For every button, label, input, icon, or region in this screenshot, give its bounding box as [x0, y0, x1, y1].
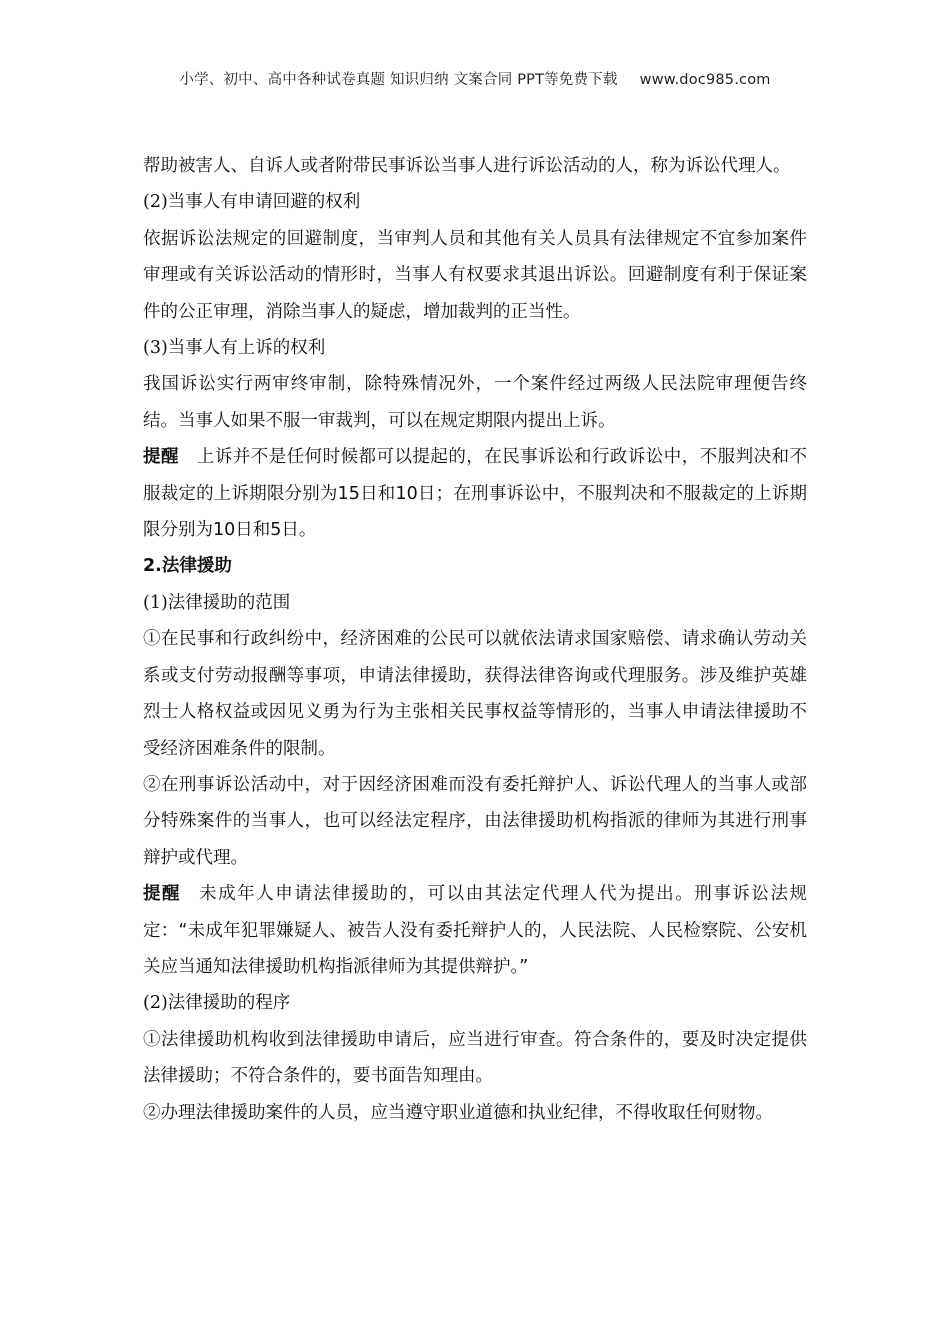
paragraph-review: ①法律援助机构收到法律援助申请后，应当进行审查。符合条件的，要及时决定提供法律援助；不符合条件的，要书面告知理由。 [143, 1029, 807, 1087]
subheading-recusal-right: (2)当事人有申请回避的权利 [143, 192, 361, 213]
section-heading-legal-aid: 2.法律援助 [143, 556, 232, 577]
header-text: 小学、初中、高中各种试卷真题 知识归纳 文案合同 PPT等免费下载 [179, 72, 618, 88]
paragraph-civil-aid: ①在民事和行政纠纷中，经济困难的公民可以就依法请求国家赔偿、请求确认劳动关系或支付劳动报酬等事项，申请法律援助，获得法律咨询或代理服务。涉及维护英雄烈士人格权益或因见义勇为行为主张相关民事权益等情形的，当事人申请法律援助不受经济困难条件的限制。 [143, 629, 807, 759]
tip-text: 上诉并不是任何时候都可以提起的，在民事诉讼和行政诉讼中，不服判决和不服裁定的上诉期限分别为15日和10日；在刑事诉讼中，不服判决和不服裁定的上诉期限分别为10日和5日。 [143, 447, 808, 541]
paragraph-ethics: ②办理法律援助案件的人员，应当遵守职业道德和执业纪律，不得收取任何财物。 [143, 1102, 773, 1123]
subheading-legal-aid-scope: (1)法律援助的范围 [143, 592, 291, 613]
paragraph-recusal: 依据诉讼法规定的回避制度，当审判人员和其他有关人员具有法律规定不宜参加案件审理或有关诉讼活动的情形时，当事人有权要求其退出诉讼。回避制度有利于保证案件的公正审理，消除当事人的疑虑，增加裁判的正当性。 [143, 228, 807, 322]
page-header [0, 68, 950, 89]
paragraph-appeal: 我国诉讼实行两审终审制，除特殊情况外，一个案件经过两级人民法院审理便告终结。当事人如果不服一审裁判，可以在规定期限内提出上诉。 [143, 374, 807, 431]
tip-minor-aid [143, 876, 807, 985]
document-body [143, 148, 807, 1131]
tip-label: 提醒 [143, 884, 182, 905]
subheading-legal-aid-procedure: (2)法律援助的程序 [143, 993, 291, 1014]
tip-appeal [143, 439, 807, 548]
subheading-appeal-right: (3)当事人有上诉的权利 [143, 338, 326, 359]
header-url: www.doc985.com [639, 72, 771, 88]
paragraph-agent-definition: 帮助被害人、自诉人或者附带民事诉讼当事人进行诉讼活动的人，称为诉讼代理人。 [143, 156, 791, 176]
tip-label: 提醒 [143, 447, 179, 468]
paragraph-criminal-aid: ②在刑事诉讼活动中，对于因经济困难而没有委托辩护人、诉讼代理人的当事人或部分特殊案件的当事人，也可以经法定程序，由法律援助机构指派的律师为其进行刑事辩护或代理。 [143, 774, 807, 868]
tip-text: 未成年人申请法律援助的，可以由其法定代理人代为提出。刑事诉讼法规定：“未成年犯罪嫌疑人、被告人没有委托辩护人的，人民法院、人民检察院、公安机关应当通知法律援助机构指派律师为其提供辩护。” [143, 884, 808, 977]
